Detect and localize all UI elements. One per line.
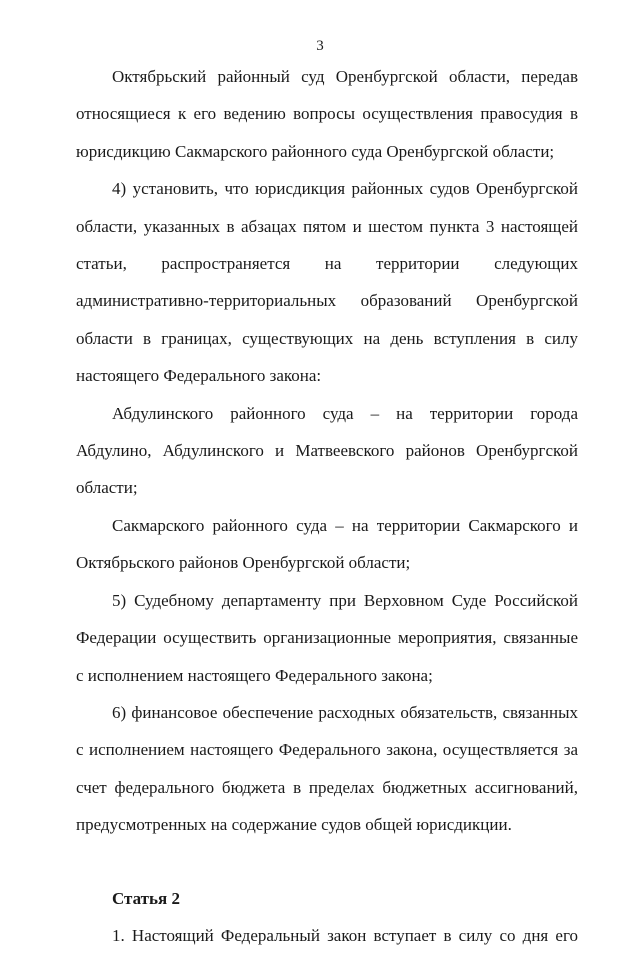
paragraph-sakmara-court: Сакмарского районного суда – на территории Сакмарского и Октябрьского районов Оренбургской области;: [76, 515, 578, 573]
paragraph-abdulino-court: Абдулинского районного суда – на территории города Абдулино, Абдулинского и Матвеевского районов Оренбургской области;: [76, 403, 578, 498]
page-number: 3: [316, 38, 324, 54]
paragraph-item-6: 6) финансовое обеспечение расходных обязательств, связанных с исполнением настоящего Федерального закона, осуществляется за счет федерального бюджета в пределах бюджетных ассигнований, предусмотренных на содержание судов общей юрисдикции.: [76, 702, 578, 835]
paragraph-item-4: 4) установить, что юрисдикция районных судов Оренбургской области, указанных в абзацах пятом и шестом пункта 3 настоящей статьи, распространяется на территории следующих административно-территориальных образований Оренбургской области в границах, существующих на день вступления в силу настоящего Федерального закона:: [76, 179, 578, 386]
section-gap: [76, 844, 578, 880]
paragraph-item-5: 5) Судебному департаменту при Верховном Суде Российской Федерации осуществить организационные мероприятия, связанные с исполнением настоящего Федерального закона;: [76, 590, 578, 685]
paragraph-oktyabrsky-court: Октябрьский районный суд Оренбургской области, передав относящиеся к его ведению вопросы осуществления правосудия в юрисдикцию Сакмарского районного суда Оренбургской области;: [76, 67, 578, 161]
article-2-paragraph-1: 1. Настоящий Федеральный закон вступает в силу со дня его: [112, 925, 578, 945]
document-body: [76, 58, 578, 954]
article-heading: Статья 2: [112, 888, 180, 908]
